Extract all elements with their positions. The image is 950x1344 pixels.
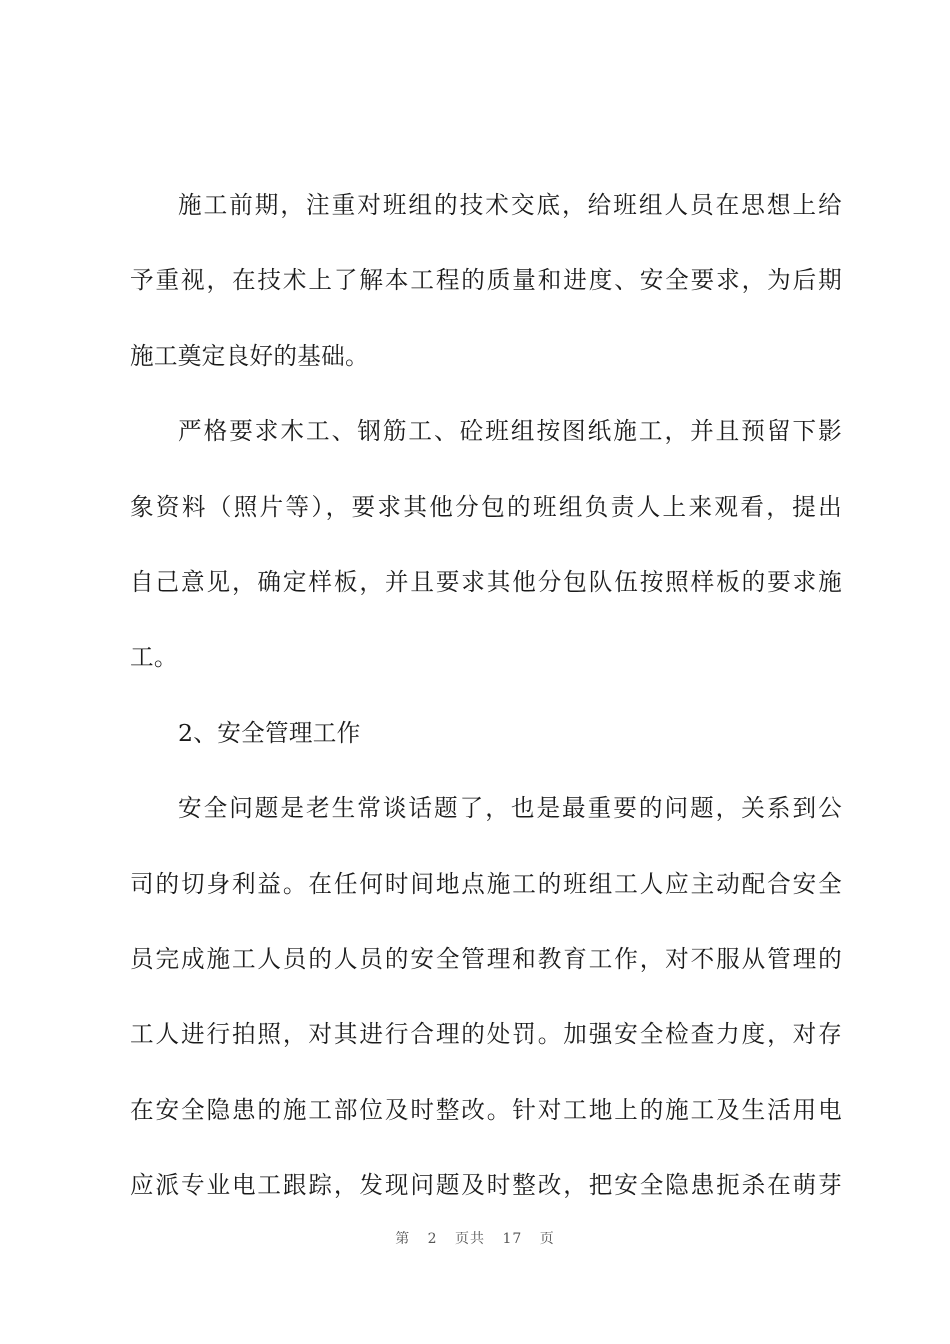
text-line: 严格要求木工、钢筋工、砼班组按图纸施工，并且预留下影: [178, 417, 842, 446]
footer-total-pages: 17: [502, 1231, 523, 1247]
text-line: 工。: [130, 643, 178, 672]
footer-prefix: 第: [395, 1231, 411, 1247]
text-line: 应派专业电工跟踪，发现问题及时整改，把安全隐患扼杀在萌芽: [130, 1171, 842, 1200]
section-heading-safety-management: [130, 696, 842, 771]
document-body: [130, 168, 842, 1224]
paragraph-technical-briefing: [130, 168, 842, 394]
text-line: 工人进行拍照，对其进行合理的处罚。加强安全检查力度，对存: [130, 1020, 842, 1049]
page-footer: [0, 1228, 950, 1248]
footer-mid: 页共: [455, 1231, 486, 1247]
text-line: 2、安全管理工作: [178, 718, 361, 747]
text-line: 自己意见，确定样板，并且要求其他分包队伍按照样板的要求施: [130, 568, 842, 597]
text-line: 员完成施工人员的人员的安全管理和教育工作，对不服从管理的: [130, 945, 842, 974]
text-line: 予重视，在技术上了解本工程的质量和进度、安全要求，为后期: [130, 266, 842, 295]
text-line: 在安全隐患的施工部位及时整改。针对工地上的施工及生活用电: [130, 1095, 842, 1124]
text-line: 司的切身利益。在任何时间地点施工的班组工人应主动配合安全: [130, 869, 842, 898]
text-line: 施工奠定良好的基础。: [130, 341, 369, 370]
text-line: 施工前期，注重对班组的技术交底，给班组人员在思想上给: [178, 191, 842, 219]
paragraph-strict-requirements: [130, 394, 842, 696]
text-line: 象资料（照片等），要求其他分包的班组负责人上来观看，提出: [130, 492, 842, 521]
paragraph-safety-issues: [130, 771, 842, 1223]
footer-suffix: 页: [539, 1231, 555, 1247]
text-line: 安全问题是老生常谈话题了，也是最重要的问题，关系到公: [178, 794, 842, 823]
footer-page-number: 2: [427, 1231, 438, 1247]
